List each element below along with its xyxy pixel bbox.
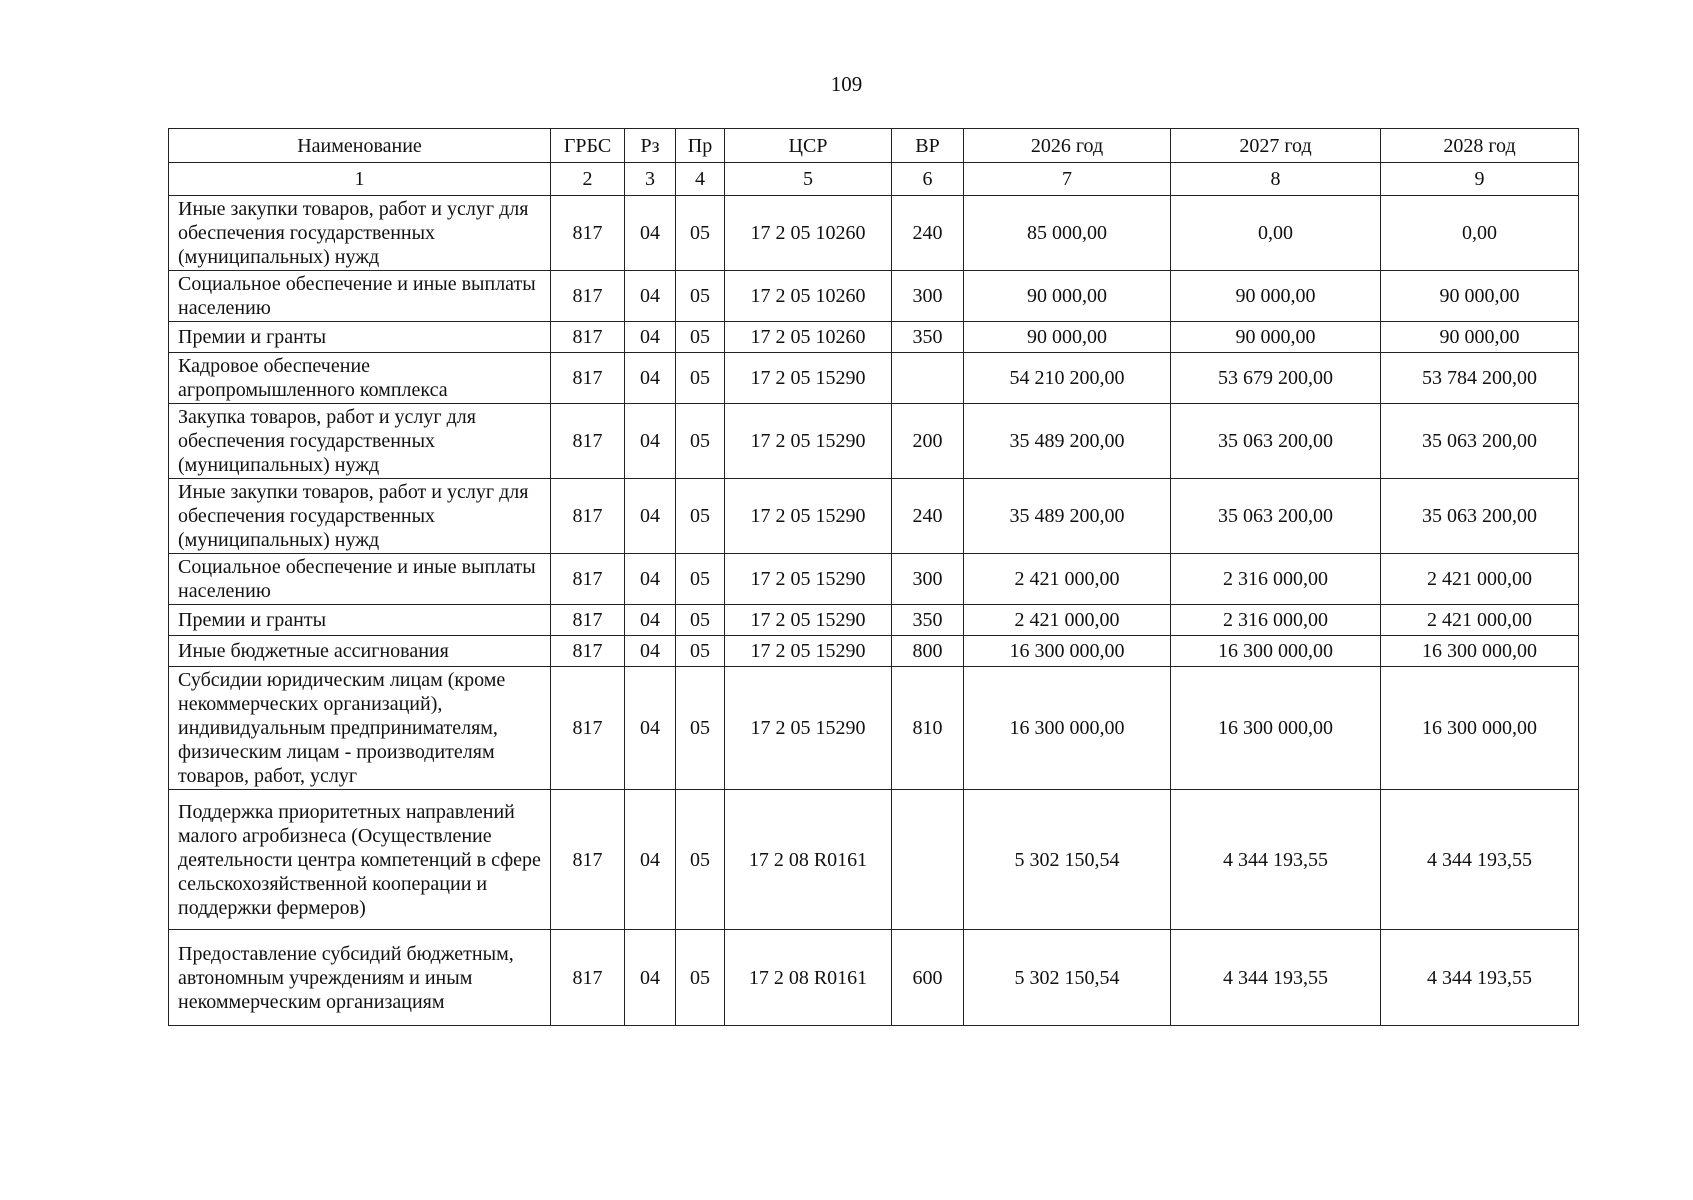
table-row — [169, 554, 1579, 605]
row-amount-2028: 35 063 200,00 — [1381, 404, 1579, 479]
row-vr — [892, 790, 964, 930]
header-vr: ВР — [892, 129, 964, 163]
row-csr: 17 2 05 10260 — [725, 271, 892, 322]
header-2027: 2027 год — [1171, 129, 1381, 163]
row-amount-2027: 2 316 000,00 — [1171, 554, 1381, 605]
row-name: Социальное обеспечение и иные выплаты населению — [169, 271, 551, 322]
row-rz: 04 — [625, 196, 676, 271]
row-rz: 04 — [625, 353, 676, 404]
row-amount-2028: 0,00 — [1381, 196, 1579, 271]
row-rz: 04 — [625, 636, 676, 667]
row-grbs: 817 — [551, 322, 625, 353]
row-amount-2026: 90 000,00 — [964, 271, 1171, 322]
row-amount-2026: 54 210 200,00 — [964, 353, 1171, 404]
row-csr: 17 2 05 15290 — [725, 404, 892, 479]
row-pr: 05 — [676, 479, 725, 554]
row-amount-2027: 35 063 200,00 — [1171, 404, 1381, 479]
row-amount-2027: 4 344 193,55 — [1171, 930, 1381, 1026]
row-csr: 17 2 05 15290 — [725, 636, 892, 667]
column-number: 3 — [625, 163, 676, 196]
column-number: 7 — [964, 163, 1171, 196]
row-name: Кадровое обеспечение агропромышленного комплекса — [169, 353, 551, 404]
row-amount-2026: 16 300 000,00 — [964, 636, 1171, 667]
row-pr: 05 — [676, 271, 725, 322]
row-amount-2028: 16 300 000,00 — [1381, 636, 1579, 667]
row-name: Предоставление субсидий бюджетным, автономным учреждениям и иным некоммерческим организациям — [169, 930, 551, 1026]
row-vr: 800 — [892, 636, 964, 667]
row-rz: 04 — [625, 930, 676, 1026]
column-number: 5 — [725, 163, 892, 196]
row-vr: 600 — [892, 930, 964, 1026]
row-rz: 04 — [625, 667, 676, 790]
table-row — [169, 353, 1579, 404]
header-rz: Рз — [625, 129, 676, 163]
column-number-row — [169, 163, 1579, 196]
header-2028: 2028 год — [1381, 129, 1579, 163]
row-grbs: 817 — [551, 667, 625, 790]
table-row — [169, 196, 1579, 271]
row-amount-2027: 90 000,00 — [1171, 322, 1381, 353]
table-row — [169, 930, 1579, 1026]
row-amount-2027: 16 300 000,00 — [1171, 636, 1381, 667]
table-row — [169, 404, 1579, 479]
table-row — [169, 322, 1579, 353]
row-csr: 17 2 05 15290 — [725, 479, 892, 554]
header-csr: ЦСР — [725, 129, 892, 163]
row-rz: 04 — [625, 790, 676, 930]
row-vr: 200 — [892, 404, 964, 479]
row-vr: 350 — [892, 605, 964, 636]
row-rz: 04 — [625, 554, 676, 605]
row-csr: 17 2 08 R0161 — [725, 790, 892, 930]
row-grbs: 817 — [551, 605, 625, 636]
row-name: Премии и гранты — [169, 322, 551, 353]
row-csr: 17 2 05 10260 — [725, 196, 892, 271]
row-amount-2028: 16 300 000,00 — [1381, 667, 1579, 790]
row-amount-2026: 85 000,00 — [964, 196, 1171, 271]
row-vr: 810 — [892, 667, 964, 790]
table-row — [169, 271, 1579, 322]
header-row — [169, 129, 1579, 163]
row-pr: 05 — [676, 667, 725, 790]
table-row — [169, 790, 1579, 930]
row-vr: 350 — [892, 322, 964, 353]
row-name: Поддержка приоритетных направлений малого агробизнеса (Осуществление деятельности центра компетенций в сфере сельскохозяйственной кооперации и поддержки фермеров) — [169, 790, 551, 930]
table-row — [169, 479, 1579, 554]
row-amount-2027: 16 300 000,00 — [1171, 667, 1381, 790]
row-pr: 05 — [676, 196, 725, 271]
row-amount-2027: 53 679 200,00 — [1171, 353, 1381, 404]
row-amount-2026: 35 489 200,00 — [964, 479, 1171, 554]
header-name: Наименование — [169, 129, 551, 163]
table-row — [169, 636, 1579, 667]
column-number: 1 — [169, 163, 551, 196]
row-pr: 05 — [676, 353, 725, 404]
header-pr: Пр — [676, 129, 725, 163]
row-csr: 17 2 05 15290 — [725, 605, 892, 636]
page-number: 109 — [830, 72, 863, 96]
row-grbs: 817 — [551, 196, 625, 271]
row-amount-2028: 53 784 200,00 — [1381, 353, 1579, 404]
column-number: 4 — [676, 163, 725, 196]
row-csr: 17 2 05 15290 — [725, 353, 892, 404]
row-amount-2026: 2 421 000,00 — [964, 605, 1171, 636]
row-rz: 04 — [625, 271, 676, 322]
row-pr: 05 — [676, 930, 725, 1026]
column-number: 6 — [892, 163, 964, 196]
row-grbs: 817 — [551, 353, 625, 404]
row-name: Премии и гранты — [169, 605, 551, 636]
row-csr: 17 2 05 15290 — [725, 554, 892, 605]
row-pr: 05 — [676, 404, 725, 479]
row-amount-2028: 90 000,00 — [1381, 322, 1579, 353]
row-amount-2028: 2 421 000,00 — [1381, 554, 1579, 605]
row-grbs: 817 — [551, 930, 625, 1026]
row-vr: 300 — [892, 554, 964, 605]
row-grbs: 817 — [551, 554, 625, 605]
row-name: Иные бюджетные ассигнования — [169, 636, 551, 667]
row-amount-2026: 2 421 000,00 — [964, 554, 1171, 605]
budget-table — [168, 128, 1579, 1026]
row-amount-2026: 5 302 150,54 — [964, 790, 1171, 930]
row-amount-2027: 2 316 000,00 — [1171, 605, 1381, 636]
row-name: Иные закупки товаров, работ и услуг для обеспечения государственных (муниципальных) нужд — [169, 479, 551, 554]
row-grbs: 817 — [551, 790, 625, 930]
row-csr: 17 2 05 10260 — [725, 322, 892, 353]
row-amount-2027: 90 000,00 — [1171, 271, 1381, 322]
row-rz: 04 — [625, 479, 676, 554]
column-number: 9 — [1381, 163, 1579, 196]
row-name: Субсидии юридическим лицам (кроме некоммерческих организаций), индивидуальным предпринимателям, физическим лицам - производителям товаров, работ, услуг — [169, 667, 551, 790]
row-csr: 17 2 08 R0161 — [725, 930, 892, 1026]
row-amount-2027: 0,00 — [1171, 196, 1381, 271]
row-amount-2026: 16 300 000,00 — [964, 667, 1171, 790]
row-pr: 05 — [676, 605, 725, 636]
row-vr: 240 — [892, 196, 964, 271]
row-name: Социальное обеспечение и иные выплаты населению — [169, 554, 551, 605]
row-amount-2026: 5 302 150,54 — [964, 930, 1171, 1026]
row-grbs: 817 — [551, 271, 625, 322]
row-vr: 300 — [892, 271, 964, 322]
row-vr: 240 — [892, 479, 964, 554]
row-pr: 05 — [676, 636, 725, 667]
header-2026: 2026 год — [964, 129, 1171, 163]
row-amount-2028: 4 344 193,55 — [1381, 930, 1579, 1026]
row-name: Закупка товаров, работ и услуг для обеспечения государственных (муниципальных) нужд — [169, 404, 551, 479]
row-grbs: 817 — [551, 404, 625, 479]
row-amount-2027: 4 344 193,55 — [1171, 790, 1381, 930]
row-amount-2028: 4 344 193,55 — [1381, 790, 1579, 930]
row-amount-2026: 90 000,00 — [964, 322, 1171, 353]
row-amount-2028: 35 063 200,00 — [1381, 479, 1579, 554]
row-csr: 17 2 05 15290 — [725, 667, 892, 790]
row-name: Иные закупки товаров, работ и услуг для обеспечения государственных (муниципальных) нужд — [169, 196, 551, 271]
column-number: 2 — [551, 163, 625, 196]
row-grbs: 817 — [551, 479, 625, 554]
table-row — [169, 667, 1579, 790]
table-row — [169, 605, 1579, 636]
row-amount-2028: 2 421 000,00 — [1381, 605, 1579, 636]
row-pr: 05 — [676, 322, 725, 353]
row-amount-2026: 35 489 200,00 — [964, 404, 1171, 479]
row-rz: 04 — [625, 605, 676, 636]
header-grbs: ГРБС — [551, 129, 625, 163]
row-pr: 05 — [676, 554, 725, 605]
row-rz: 04 — [625, 404, 676, 479]
row-amount-2028: 90 000,00 — [1381, 271, 1579, 322]
row-amount-2027: 35 063 200,00 — [1171, 479, 1381, 554]
row-grbs: 817 — [551, 636, 625, 667]
row-pr: 05 — [676, 790, 725, 930]
column-number: 8 — [1171, 163, 1381, 196]
row-vr — [892, 353, 964, 404]
row-rz: 04 — [625, 322, 676, 353]
